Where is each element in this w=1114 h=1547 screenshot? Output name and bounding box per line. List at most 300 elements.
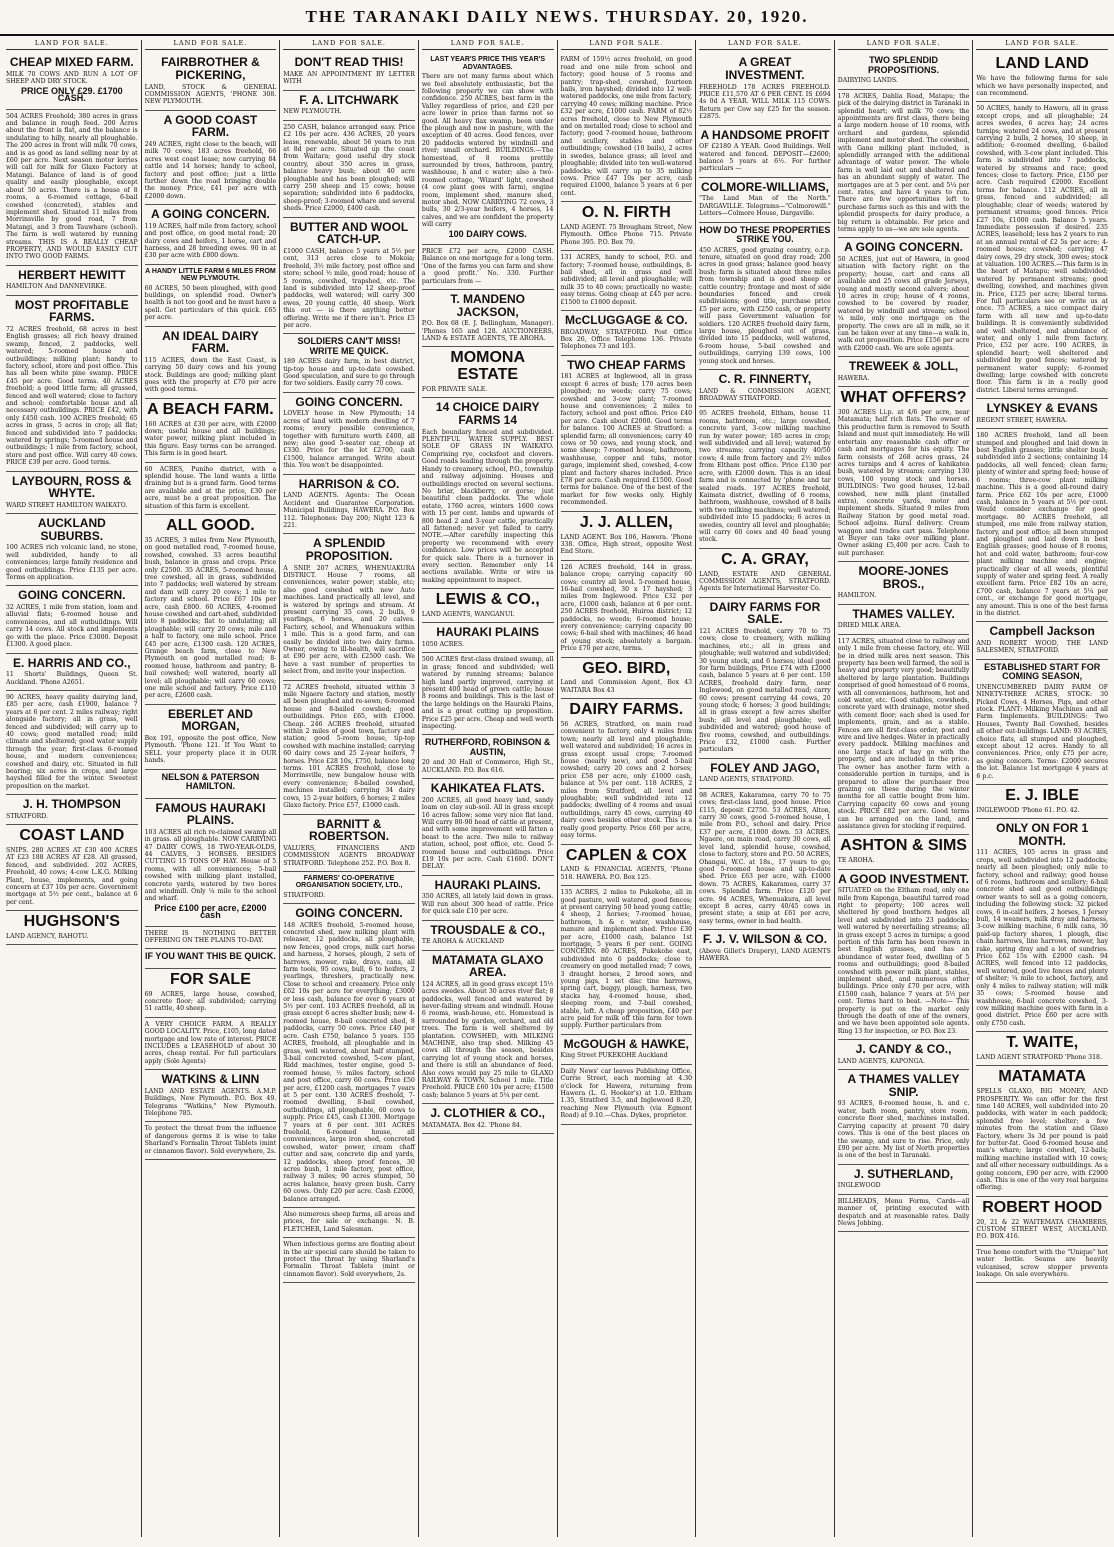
- classified-ad: [283, 121, 415, 218]
- classified-ad: [6, 53, 138, 109]
- ad-body-text: 50 ACRES, just out of Hawera, in good situation with factory right on the property; house, cart and cans all available and 25 cows all grade Jerseys, young and mostly second calvers; about 10 acres in crop; house of 4 rooms, cowshed to be covered by reader, watered by windmill and stream; school ¼ mile, only one mortgage on the property. The cows are all in milk, so it can be taken over at any time—a walk in, walk out proposition. Price £156 per acre with £2000 cash. We are sole agents.: [837, 256, 970, 352]
- classified-ad: [561, 512, 693, 561]
- classified-ad: [561, 251, 693, 311]
- ad-title: HERBERT HEWITT: [18, 267, 126, 282]
- classified-ad: [976, 1246, 1108, 1284]
- classified-ad: [976, 1197, 1108, 1246]
- ad-title: CAPLEN & COX: [565, 846, 687, 864]
- classified-ad: [145, 205, 277, 265]
- ad-body-text: DAIRYING LANDS.: [837, 77, 898, 85]
- ad-body-text: TE AROHA.: [837, 857, 875, 865]
- ad-body-text: 250 CASH, balance arranged easy. Price £2 10s per acre. 436 ACRES, 20 years lease, renewable, about 56 years to run at 8d per acre. Situated up the coast from Waitara; good useful dry stock country, about 350 acres in grass, balance heavy bush; about 40 acre ploughable and has been ploughed; will carry 250 sheep and 15 cows; house separation; subdivided into 6 paddocks, sheep-proof; 3-roomed whare and several sheds. Price £2000, £400 cash.: [283, 123, 415, 213]
- classified-ad: [838, 1195, 970, 1233]
- ad-title: Campbell Jackson: [989, 624, 1095, 639]
- classified-ad: [145, 1018, 277, 1070]
- classified-ad: [561, 699, 693, 844]
- ad-body-text: 56 ACRES, Stratford, on main road convenient to factory, only 4 miles from town; nearly all level and ploughable; well watered and subdivided; 16 acres in grass except usual crops; 7-roomed house (nearly new), and good 5-bail cowshed; carry 20 cows and 2 horses; price £58 per acre, only £1000 cash, balance at 5¼ per cent. 118 ACRES, 2 miles from Stratford, all level and ploughable; well subdivided into 12 paddocks; dwelling of 4 rooms and usual outbuildings, carry 45 cows, carrying 40 dairy cows besides other stock. This is a really good property. Price £60 per acre, easy terms.: [560, 721, 693, 840]
- ad-title: C. A. GRAY,: [721, 550, 809, 568]
- ad-title: MOORE-JONES BROS.,: [858, 564, 949, 591]
- ad-body-text: 500 ACRES first-class drained swamp, all in grass; fenced and subdivided; well watered by running streams; balance high land partly improved, carrying at present 400 head of grown cattle; house 8 rooms and buildings. This is the last of the large holdings on the Hauraki Plains, and is a great cutting up proposition. Price £25 per acre. Cheap and well worth inspecting.: [421, 656, 554, 731]
- classified-ad: [976, 1066, 1108, 1196]
- ad-body-text: MAKE AN APPOINTMENT BY LETTER WITH: [283, 71, 415, 86]
- newspaper-column: [696, 40, 835, 1537]
- ad-title: TWO SPLENDID PROPOSITIONS.: [868, 55, 940, 75]
- classified-ad: [561, 658, 693, 700]
- classified-ad: [283, 218, 415, 335]
- column-heading: LAND FOR SALE.: [838, 40, 970, 50]
- ad-body-text: True home comfort with the "Unique" hot water bottle. Seams are heavily vulcanised, screw stopper prevents leakage. On sale everywhere.: [976, 1248, 1108, 1279]
- classified-ad: [283, 872, 415, 904]
- classified-ad: [838, 387, 970, 562]
- ad-title: F. A. LITCHWARK: [299, 92, 399, 107]
- classified-ad: [699, 178, 831, 223]
- classified-ad: [283, 53, 415, 90]
- ad-title: T. MANDENO JACKSON,: [450, 292, 526, 319]
- classified-ad: [422, 779, 554, 876]
- classified-ad: [422, 589, 554, 623]
- ad-body-text: PRICE £72 per acre, £2000 CASH. Balance on one mortgage for a long term. 'One of the farms you can farm and show a good profit.' No. 330. Further particulars from —: [421, 248, 554, 285]
- ad-title: J. CANDY & CO.,: [855, 1042, 952, 1057]
- classified-ad: [422, 290, 554, 347]
- ad-body-text: LAND & FINANCIAL AGENTS, 'Phone 518. HAWERA. P.O. Box 125.: [560, 866, 693, 881]
- ad-body-text: 135 ACRES, 2 miles to Pukekohe, all in good pasture, well watered, good fences; at present carrying 50 head young cattle; 4 sheep, 2 horses; 7-roomed house, bathroom, h & c water, washhouse, manure and implement shed. Price £30 per acre, £1000 cash, balance 1st mortgage, 5 years 6 per cent. GOING CONCERN. 80 ACRES, Pukekohe east, subdivided into 6 paddocks; close to creamery on good metalled road; 7 cows, 3 draught horses, 2 brood sows, and young pigs, 1 set disc tine harrows, spring cart, buggy, plough, harness, two stacks hay, 4-roomed house, shed, sleeping room, and 7-bail cowshed, stable, loft. A cheap proposition, £40 per acre paid for milk off this farm for town supply. Further particulars from: [560, 889, 693, 1030]
- ad-title: COAST LAND: [19, 827, 125, 845]
- classified-ad: [561, 561, 693, 658]
- ad-title: AN IDEAL DAIRY FARM.: [162, 328, 259, 356]
- ad-body-text: 178 ACRES, Dahlia Road, Matapu; the pick of the dairying district in Taranaki in splendid heart; will milk 70 cows; the appointments are first class, there being a large modern house of 10 rooms, with orchard and gardens, splendid implement and motor shed. The cowshed, with Gane milking plant included, is splendidly arranged with the additional advantage of water power. The whole farm is well laid out and sheltered and has an abundant supply of water. The mortgages are at 5 per cent. and 5¼ per cent. rates, and have 4 years to run. There are few opportunities left to purchase farms such as this and with the splendid prospects for dairy produce, a big return is obtainable. For price and terms apply to us—we are sole agents.: [837, 92, 970, 233]
- classified-ad: [976, 1032, 1108, 1066]
- classified-ad: [6, 911, 138, 945]
- classified-ad: [838, 1070, 970, 1164]
- ad-title: DON'T READ THIS!: [294, 55, 404, 70]
- advertisement-columns: [0, 36, 1114, 1541]
- classified-ad: [838, 238, 970, 357]
- ad-body-text: LAND & COMMISSION AGENT, BROADWAY STRATFORD.: [699, 387, 831, 403]
- classified-ad: [838, 635, 970, 836]
- ad-body-text: 350 ACRES, all lately laid down in grass. Will run about 300 head of cattle. Price for quick sale £10 per acre.: [421, 893, 554, 916]
- ad-body-text: LAND AGENTS, STRATFORD.: [699, 776, 794, 784]
- ad-title: C. R. FINNERTY,: [718, 372, 812, 387]
- classified-ad: [699, 789, 831, 930]
- ad-title: J. H. THOMPSON: [22, 797, 121, 812]
- classified-ad: [422, 347, 554, 398]
- ad-title: HUGHSON'S: [23, 913, 120, 931]
- ad-body-text: MATAMATA. Box 42. 'Phone 84.: [421, 1121, 522, 1129]
- classified-ad: [6, 654, 138, 691]
- classified-ad: [838, 1040, 970, 1070]
- ad-body-text: 189 ACRES dairy farm, in best district, tip-top house and up-to-date cowshed. Good speculation, and sure to go through for two soldiers. Easily carry 70 cows.: [283, 358, 415, 388]
- classified-ad: [145, 111, 277, 205]
- ad-title: GOING CONCERN.: [18, 588, 126, 603]
- ad-body-text: HAMILTON.: [837, 592, 877, 600]
- newspaper-column: [419, 40, 558, 1537]
- classified-ad: [283, 904, 415, 1208]
- ad-title: A BEACH FARM.: [147, 400, 274, 418]
- ad-body-text: Daily News' car leaves Publishing Office, Currie Street, each morning at 4.30 o'clock for Hawera, returning from Hawera (L. G. Hooker's) at 1.0. Eltham 1.35, Stratford 3.5, and Inglewood 8.20, reaching New Plymouth (via Egmont Road) at 9.10.—Chas. Dykes, proprietor.: [560, 1067, 693, 1120]
- ad-title: DAIRY FARMS.: [569, 701, 684, 719]
- ad-title: ASHTON & SIMS: [840, 837, 967, 855]
- newspaper-column: [280, 40, 419, 1537]
- ad-title: WHAT OFFERS?: [840, 389, 967, 407]
- classified-ad: [422, 921, 554, 951]
- ad-title: EBERLET AND MORGAN,: [167, 706, 253, 734]
- classified-ad: [976, 429, 1108, 622]
- classified-ad: [976, 819, 1108, 1032]
- classified-ad: [6, 266, 138, 296]
- classified-ad: [976, 785, 1108, 819]
- classified-ad: [145, 327, 277, 399]
- classified-ad: [145, 969, 277, 1018]
- classified-ad: [699, 407, 831, 548]
- column-heading: LAND FOR SALE.: [561, 40, 693, 50]
- newspaper-column: [558, 40, 697, 1537]
- column-heading: LAND FOR SALE.: [283, 40, 415, 50]
- ad-body-text: HAWERA.: [837, 374, 870, 382]
- ad-title: ROBERT HOOD: [982, 1198, 1103, 1216]
- classified-ad: [976, 102, 1108, 399]
- ad-title: TWO CHEAP FARMS: [567, 357, 686, 372]
- classified-ad: [6, 472, 138, 515]
- ad-title: ESTABLISHED START FOR COMING SEASON,: [984, 661, 1101, 682]
- ad-body-text: LAND AGENCY, RAHOTU.: [6, 933, 89, 941]
- ad-body-text: Each boundary fenced and subdivided. PLENTIFUL WATER SUPPLY. BEST SOLE OF GRASS IN WAIKATO. Comprising rye, cocksfoot and clovers. Good roads leading through the property. Handy to creamery, school, P.O., township and railway adjoining. Houses and outbuildings erected on several sections. No briar, blackberry, or gorse; just beautiful clean paddocks. The whole estate, 1760 acres, winters 1600 cows with 15 per cent. lambs and upwards of 800 head 2 and 3-year cattle, practically all fattened; never yet failed to carry. NOTE.—After carefully inspecting this property we recommend with every confidence. Low prices will be accepted for quick sale. There is a turnover in every section. Remember only 14 sections available. Write or wire us making appointment to inspect.: [421, 428, 554, 584]
- ad-body-text: A VERY CHOICE FARM. A REALLY GOOD LOCALITY. Price, £105, long dated mortgage and low rate of interest. PRICE INCLUDES a LEASEHOLD of about 30 acres, cheap rental. For full particulars apply (Sole Agents): [144, 1020, 277, 1065]
- ad-body-text: LAND AGENT STRATFORD 'Phone 318.: [976, 1053, 1102, 1061]
- ad-body-text: VALUERS, FINANCIERS AND COMMISSION AGENTS BROADWAY STRATFORD. Telephone 252. P.O. Box 8.: [283, 844, 415, 867]
- classified-ad: [145, 705, 277, 770]
- ad-body-text: 121 ACRES freehold, carry 70 to 75 cows; close to creamery, with milking machines, etc.; all in grass and ploughable; well watered and subdivided; 30 young stock, and 6 horses; ideal good for farm buildings, Price £74 with £2000 cash, balance 5 years at 6 per cent. 159 ACRES, freehold dairy farm, near Inglewood, on good metalled road; carry 60 cows; present carrying 44 cows, 20 young stock; 6 horses; 3 good buildings; all in grass except a few acres shelter bush; all level and ploughable; well subdivided and watered; good house of five rooms, cowshed, and outbuildings. Price £32, £1000 cash. Further particulars: [699, 627, 831, 754]
- ad-title: NELSON & PATERSON HAMILTON.: [161, 771, 260, 792]
- ad-body-text: LAND AGENTS. Agents: The Ocean Accident and Guarantee Corporation. Municipal Buildings, HAWERA. P.O. Box 112. Telephones: Day 200; Night 123 & 221.: [283, 492, 415, 529]
- ad-title: TREWEEK & JOLL,: [848, 359, 959, 374]
- classified-ad: [976, 622, 1108, 659]
- newspaper-column: [973, 40, 1111, 1537]
- classified-ad: [6, 586, 138, 653]
- classified-ad: [699, 549, 831, 598]
- ad-body-text: 504 ACRES Freehold; 380 acres in grass and balance in rough feed. 200 Acres about the front is flat, and the balance is undulating to hilly, nearly all ploughable. The 200 acres in front will milk 70 cows, and is as good as land selling near by at £60 per acre. Next season motor lorries will call for milk for Glaxo Factory at Matangi. Balance of land is of good quality and easily ploughable, except about 50 acres. There is a house of 8 rooms, a 6-roomed cottage, 6-bail cowshed (concreted), stables and implement shed. Situated 11 miles from Morrinsville by good road, 7 from Matangi, and 3 from Tauwhare (school). The farm is well watered by running streams. THIS IS A REALLY CHEAP PROPERTY, AND WOULD EASILY CUT INTO TWO GOOD FARMS.: [6, 112, 138, 261]
- ad-title: HOW DO THESE PROPERTIES STRIKE YOU.: [699, 224, 831, 245]
- ad-body-text: INGLEWOOD: [837, 1182, 881, 1190]
- ad-title: A HANDSOME PROFIT: [700, 127, 830, 142]
- classified-ad: [976, 399, 1108, 429]
- ad-price: Price £100 per acre, £2000 cash: [154, 902, 267, 921]
- classified-ad: [422, 53, 554, 245]
- classified-ad: [561, 53, 693, 202]
- newspaper-column: [142, 40, 281, 1537]
- ad-body-text: 72 ACRES freehold, 68 acres in best English grasses; all rich heavy drained swamp, fenced, 2 paddocks, well watered; 5-roomed house and outbuildings; milking plant; handy to factory, school, store and post office. This has all been white pine swamp. PRICE £45 per acre. Good terms. 40 ACRES freehold; a good little farm; all grassed, fenced and well watered; close to factory and school; comfortable house and all necessary outbuildings. PRICE £42, with only £450 cash. 100 ACRES freehold; 65 acres in grass, 5 acres in crop; all flat; fenced and subdivided into 7 paddocks; watered by springs; 5-roomed house and outbuildings; 1 mile from factory, school, store and post office. Will carry 40 cows. PRICE £39 per acre. Good terms.: [6, 325, 138, 467]
- ad-body-text: THERE IS NOTHING BETTER OFFERING ON THE PLAINS TO-DAY.: [144, 929, 277, 944]
- ad-body-text: HAMILTON And DANNEVIRKE.: [6, 283, 107, 291]
- classified-ad: [145, 399, 277, 463]
- ad-title: DAIRY FARMS FOR SALE.: [709, 599, 821, 627]
- ad-body-text: 115 ACRES, down the East Coast, is carrying 50 dairy cows and his young stock. Buildings are good; milking plant goes with the property at £70 per acre with good terms.: [144, 356, 277, 394]
- ad-body-text: We have the following farms for sale which we have personally inspected, and can recommend.: [976, 75, 1108, 98]
- classified-ad: [838, 870, 970, 1041]
- ad-body-text: 95 ACRES freehold, Eltham, house 11 rooms, bathroom, etc.; large cowshed, concrete yard, 3-cow milking machine run by water power; 185 acres in crop; well subdivided and all level; watered by two streams; carrying capacity 40/50 cows; 4 mile from factory and 2½ miles from Eltham post office. Price £130 per acre, with £2000 down. This is an ideal farm and is connected by 'phone and tar sealed roads. 197 ACRES freehold, Kaimata district, dwelling of 6 rooms, bathroom, washhouse, cowshed of 8 bails with two milking machines; well watered; subdivided into 15 paddocks; 6 acres in swedes, country all level and ploughable; will carry 60 cows and 40 head young stock.: [699, 410, 831, 544]
- ad-body-text: NEW PLYMOUTH.: [283, 108, 342, 116]
- ad-body-text: Also numerous sheep farms, all areas and prices, for sale or exchange. N. B. FLETCHER, Land Salesman.: [283, 1211, 415, 1233]
- ad-body-text: SNIPS. 280 ACRES AT £30 400 ACRES AT £23 188 ACRES AT £28. All grassed, fenced, and subdivided. 202 ACRES, Freehold, 40 cows; 4-cow L.K.G. Milking Plant, house, implements, and going concern at £37 10s per acre. Government mortgage at 5½ per cent., balance at 6 per cent.: [6, 846, 138, 906]
- ad-title: KAHIKATEA FLATS.: [430, 781, 545, 796]
- classified-ad: [561, 311, 693, 356]
- ad-title: FAIRBROTHER & PICKERING,: [161, 55, 260, 82]
- ad-title: COLMORE-WILLIAMS,: [700, 179, 829, 194]
- classified-ad: [283, 534, 415, 680]
- ad-body-text: 100 ACRES rich volcanic land, no stone, well subdivided, handy to all conveniences; large family residence and good outbuildings. Price £135 per acre. Terms on application.: [6, 544, 138, 582]
- ad-title: McCLUGGAGE & CO.: [564, 312, 688, 327]
- ad-body-text: 93 ACRES, 8-roomed house, h. and c. water, bath room, pantry, store room, concrete floor shed, machines installed. Carrying capacity at present 70 dairy cows. This is one of the best places on the swamp, and sure to rise. Price, only £90 per acre. My list of North properties is one of the best in Taranaki.: [837, 1100, 970, 1160]
- ad-title: T. WAITE,: [1006, 1034, 1079, 1052]
- classified-ad: [422, 245, 554, 290]
- ad-body-text: TE AROHA & AUCKLAND: [421, 938, 504, 946]
- ad-body-text: 32 ACRES, 1 mile from station, loam and alluvial flats; 6-roomed house and conveniences, and all outbuildings. Will carry 14 cows. All stock and implements go with the place. Price £3000. Deposit £1300. A good place.: [6, 604, 138, 649]
- classified-ad: [6, 825, 138, 911]
- classified-ad: [6, 691, 138, 795]
- ad-body-text: 103 ACRES all rich re-claimed swamp all in grass. all ploughable. NOW CARRYING 47 DAIRY COWS, 18 TWO-YEAR-OLDS, 44 CALVES, 3 HORSES. BESIDES CUTTING 15 TONS OF HAY. House of 5 rooms, with all conveniences; 5-bail cowshed with milking plant installed, concrete yards, watered by two bores and windmill. Only ¼ mile to the school and wharf.: [144, 828, 277, 903]
- ad-title: McGOUGH & HAWKE,: [563, 1036, 689, 1051]
- classified-ad: [838, 357, 970, 387]
- classified-ad: [561, 845, 693, 887]
- ad-body-text: Land and Commission Agent, Box 43 WAITARA Box 43: [560, 679, 693, 694]
- classified-ad: [422, 653, 554, 735]
- ad-title: SOLDIERS CAN'T MISS! WRITE ME QUICK.: [297, 336, 401, 356]
- column-heading: LAND FOR SALE.: [422, 40, 554, 50]
- ad-body-text: MILK 70 COWS AND RUN A LOT OF SHEEP AND DRY STOCK.: [6, 71, 138, 86]
- classified-ad: [145, 949, 277, 968]
- column-heading: LAND FOR SALE.: [976, 40, 1108, 50]
- ad-title: HAURAKI PLAINS.: [434, 877, 541, 892]
- ad-body-text: 1050 ACRES.: [421, 640, 464, 648]
- ad-body-text: 148 ACRES freehold, 5-roomed house, concreted shed, new milking plant with releaser, 12 paddocks, all ploughable, new fences, good crops, milk cart horse and harness, 2 horses, plough, 2 sets of harrows, mower, rake, drays, cans, all farm tools, 95 cows, bull, 6 to heifers, 2 yearlings, threshers, practically new. Close to school and creamery. Price only £62 10s per acre for everything; £3000 or less cash, balance for over 6 years at 5½ per cent. 103 ACRES freehold, all in grass except 6 acres shelter bush; new 4-roomed house, 8-bail concreted shed, 8 paddocks, carry 50 cows. Price £40 per acre. Cash £750, balance 5 years. 155 ACRES, freehold, all ploughable and in grass, well watered, about half stumped, 3-bail concreted cowshed, 5-cow plant, Ridd machines, tester engine, good 5-roomed house, ½ miles factory, school and post office, carry 60 cows. Price £50 per acre, £1200 cash, mortgages 7 years at 5 per cent. 130 ACRES freehold, 7-roomed dwelling, 8-bail cowshed, outbuildings, all ploughable, 60 cows to supply. Price £45, cash £1300. Mortgage 7 years at 6 per cent. 301 ACRES freehold, 6-roomed house, all conveniences, large iron shed, concreted cowshed, water power, cream chaff cutter and saw, concrete dip and yards, 12 paddocks, sheep proof fences, 30 acres bush, 1 mile factory, post office, railway 3 miles; 90 acres stumped, 50 acres balance, heavy green bush. Carry 60 cows. Only £20 per acre. Cash £2000, balance arranged.: [283, 921, 415, 1203]
- ad-title: GEO. BIRD,: [582, 659, 671, 677]
- column-heading: LAND FOR SALE.: [699, 40, 831, 50]
- ad-title: THAMES VALLEY.: [852, 606, 955, 621]
- ad-body-text: SPELLS GLAXO, BIG MONEY, AND PROSPERITY. We can offer for the first time 140 ACRES, well subdivided into 20 paddocks, with water in each paddock; splendid free level; shelter; a few minutes from the station and Glaxo Factory, where 3s 3d per pound is paid for butter-fat. Good 6-roomed house and man's whare; large cowshed, 12-bails; milking machine installed with 10 cows; and all other necessary outbuildings. As a going concern, £90 per acre, with £2900 cash. This is one of the very real bargains offering.: [976, 1088, 1109, 1192]
- classified-ad: [145, 770, 277, 799]
- ad-body-text: LAND AGENT. Box 106, Hawera. 'Phone 338. Office, High street, opposite West End Store.: [560, 533, 693, 556]
- ad-body-text: P.O. Box 68 (E. J. Bellingham, Manager). 'Phones 165 and 128. AUCTIONEERS, LAND & ESTATE AGENTS, TE AROHA.: [421, 320, 554, 343]
- ad-body-text: LAND AGENT. 75 Brougham Street, New Plymouth. Office Phone 715. Private Phone 395. P.O. Box 79.: [560, 223, 693, 246]
- newspaper-masthead: THE TARANAKI DAILY NEWS. THURSDAY. 20, 1920.: [0, 0, 1114, 36]
- ad-body-text: 111 ACRES, 105 acres in grass and crops, well subdivided into 12 paddocks; nearly all been ploughed; only mile to factory, school and railway; good house of 6 rooms, bathroom and scullery; 6-bail concrete shed and good outbuildings; owner wants to sell as a going concern, including the following stock: 32 picked cows, 6 in-calf heifers, 2 horses, 1 Jersey bull, 14 weaners, milk dray and harness, 3-cow milking machine, 6 milk cans, 30 paid-up factory shares, 1 plough, disc chain harrows, line harrows, mower, hay rake, spring dray and a lot of sundries. Price £62 15s with £2000 cash. 94 ACRES, well fenced into 12 paddocks, well watered, good live fences and plenty of shelter; ¼ mile to school, factory, and only 4 miles to railway station; will milk 35 cows; 5-roomed house and washhouse, 6-bail concrete cowshed, 3-cow milking machine goes with farm in a good district. Price £60 per acre with only £750 cash.: [976, 849, 1108, 1027]
- classified-ad: [422, 623, 554, 653]
- ad-body-text: INGLEWOOD 'Phone 61. P.O. 42.: [976, 806, 1080, 814]
- classified-ad: [561, 886, 693, 1035]
- ad-title: ALL GOOD.: [166, 517, 255, 535]
- ad-title: J. CLOTHIER & CO.,: [430, 1106, 546, 1121]
- ad-body-text: LOVELY house in New Plymouth; 14 acres of land with modern dwelling of 7 rooms; every possible convenience, together with furniture worth £400, all new; also good 5-seater car, cheap at £330. Price for the lot £2700, cash £1500, balance arranged. Write about this. You won't be disappointed.: [283, 410, 415, 470]
- ad-body-text: Box 191, opposite the post office, New Plymouth. 'Phone 121. If You Want to SELL your property place it in OUR hands.: [144, 735, 277, 765]
- ad-title: E. J. IBLE: [1005, 786, 1080, 804]
- ad-body-text: When infectious germs are floating about in the air special care should be taken to protect the throat by using Sharland's Formalin Throat Tablets (mint or cinnamon flavor). Sold everywhere, 2s.: [283, 1241, 415, 1278]
- ad-body-text: AND ROBERT WOOD, THE LAND SALESMEN, STRATFORD.: [976, 640, 1108, 655]
- classified-ad: [6, 296, 138, 472]
- ad-title: O. N. FIRTH: [581, 204, 671, 222]
- ad-title: A THAMES VALLEY SNIP.: [847, 1072, 960, 1099]
- classified-ad: [283, 815, 415, 872]
- classified-ad: [6, 795, 138, 825]
- classified-ad: [422, 951, 554, 1105]
- ad-title: ONLY ON FOR 1 MONTH.: [996, 821, 1089, 848]
- ad-body-text: LAND AGENTS, WANGANUI.: [421, 610, 515, 618]
- ad-title: A GOOD COAST FARM.: [163, 112, 258, 140]
- ad-title: A GOING CONCERN.: [150, 207, 270, 222]
- ad-body-text: LAND, STOCK & GENERAL COMMISSION AGENTS, 'PHONE 308. NEW PLYMOUTH.: [144, 83, 277, 106]
- ad-title: LAND LAND: [995, 55, 1089, 73]
- classified-ad: [838, 835, 970, 869]
- classified-ad: [145, 463, 277, 515]
- ad-body-text: 20, 21 & 22 WAITEMATA CHAMBERS, CUSTOM STREET WEST, AUCKLAND. P.O. BOX 416.: [976, 1218, 1108, 1241]
- classified-ad: [976, 660, 1108, 785]
- ad-title: 14 CHOICE DAIRY FARMS 14: [435, 400, 540, 428]
- ad-body-text: 450 ACRES, good grazing country, o.r.p. tenure, situated on good dray road; 200 acres in good grass; balance good heavy bush; farm is situated about three miles from township and is good sheep or cattle country; frontage and most of side boundaries fenced and creek subdivisions; good title, purchase price £5 per acre, with £250 cash, or property will pass Government valuation for soldiers. 120 ACRES freehold dairy farm, large house, ploughed out of grass, divided into 15 paddocks, well watered, 6-room house, 5-bail cowshed and outbuildings, carrying 139 cows, 100 young stock and horses.: [699, 246, 831, 365]
- ad-title: A GOOD INVESTMENT.: [838, 871, 970, 886]
- ad-body-text: DRIED MILK AREA.: [837, 622, 901, 630]
- ad-title: BARNITT & ROBERTSON.: [309, 816, 390, 844]
- classified-ad: [699, 598, 831, 759]
- ad-title: A SPLENDID PROPOSITION.: [305, 536, 393, 563]
- ad-body-text: 69 ACRES, large house, cowshed, concrete floor; all subdivided; carrying 51 cattle, 40 sheep.: [144, 990, 277, 1013]
- ad-body-text: BROADWAY, STRATFORD. Post Office Box 26, Office Telephone 136. Private Telephones 73 and 103.: [560, 328, 693, 351]
- classified-ad: [699, 126, 831, 178]
- classified-ad: [145, 1070, 277, 1122]
- classified-ad: [699, 759, 831, 789]
- ad-body-text: 60 ACRES, 50 been ploughed, with good buildings, on splendid road. Owner's health is not too good and he must have a spell. Get particulars of this quick. £65 per acre.: [144, 284, 277, 322]
- ad-body-text: 300 ACRES l.i.p. at 4/6 per acre, near Matamata; half rich flats. The owner of this productive farm is removed to South Island and must quit immediately. He will entertain any reasonable cash offer or cash and mortgages for his equity. The farm consists of 268 acres grass, 24 acres turnips and 4 acres of kahikatea bush, watered by streams; carrying 130 cows, 100 young stock and horses. BUILDINGS: Two good houses, 12-bail cowshed, new milk plant (installed extra), concrete yards, motor and implement sheds. Situated 9 miles from Railway Station by good metal road. School adjoins. Rural delivery. Cream waggon and trades cart pass. Telephone at Buyer can take over milking plant. Owner asking £5,400 per acre. Cash to suit purchaser.: [837, 409, 970, 557]
- classified-ad: [283, 1208, 415, 1238]
- ad-body-text: LAND AND ESTATE AGENTS. A.M.P. Buildings, New Plymouth. P.O. Box 49. Telegrams "Watkins," New Plymouth. Telephone 785.: [144, 1087, 277, 1118]
- ad-body-text: 160 ACRES at £30 per acre, with £2000 down; useful house and all buildings; water power, milking plant included in this figure. Easy terms can be arranged. This farm is in good heart.: [144, 420, 277, 458]
- ad-body-text: 35 ACRES, 3 miles from New Plymouth, on good metalled road, 7-roomed house, cowshed, cowshed. 33 acres beautiful bush, balance in grass and crops. Price only £2500. 35 ACRES, 5-roomed house, tree cowshed, all in grass, subdivided into 7 paddocks; well watered by stream and dam will carry 20 cows; 1 mile to factory and school. Price £67 10s per acre, cash £800. 60 ACRES, 4-roomed house cowshed and cart-shed, subdivided into 8 paddocks; flat to undulating; all ploughable; will carry 20 cows; mile and a half to factory, one mile school. Price £45 per acre, £1300 cash. 120 ACRES, Grange beach farm, close to New Plymouth on good metalled road; 8-roomed house, bathroom and pantry; 8-bail cowshed; well watered, nearly all level; all ploughable; will carry 60 cows; one mile school and factory. Price £110 per acre, £2600 cash.: [144, 536, 277, 700]
- ad-title: WATKINS & LINN: [161, 1072, 260, 1087]
- classified-ad: [561, 202, 693, 251]
- classified-ad: [422, 735, 554, 779]
- ad-title: GOING CONCERN.: [295, 394, 403, 409]
- classified-ad: [283, 91, 415, 121]
- ad-body-text: 119 ACRES, half mile from factory, school and post office, on good metal road; 20 dairy cows and heifers, 1 horse, cart and harness, and 28 breeding ewes. 90 in at £30 per acre with £800 down.: [144, 222, 277, 260]
- ad-body-text: FARM of 159½ acres freehold, on good road and one mile from school and factory; good house of 5 rooms and pantry; trap-shed, cowshed, fourteen bails, iron hayshed; divided into 12 well-watered paddocks, one mile from factory, carrying 40 cows; milking machine. Price £32 per acre, £1000 cash. FARM of 82½ acres freehold, close to New Plymouth and on metalled road; close to school and factory; good 7-roomed house, bathroom and scullery, stables and other outbuildings; cowshed (10 bails), 2 acres in swedes, balance grass; all level and ploughable; divided into ten well-watered paddocks; will carry up to 35 milking cows. Price £47 10s per acre, cash required £1000, balance 5 years at 6 per cent.: [560, 56, 693, 197]
- ad-body-text: 124 ACRES, all in good grass except 15½ acres swedes. About 30 acres river flat; 8 paddocks, well fenced and watered by never-failing stream and windmill. House 6 rooms, wash-house, etc. Homestead is surrounded by garden, orchard, and old trees. The farm is well sheltered by plantation. COWSHED, with MILKING MACHINE, also trap shed. Milking 45 cows all through the season, besides carrying lot of young stock and horses, and there is still an abundance of feed. Also cows would pay 25 mile to GLAXO RAILWAY & TOWN. School 1 mile. Title Freehold. PRICE £60 10s per acre; £1500 cash; balance 5 years at 5¼ per cent.: [421, 980, 554, 1099]
- classified-ad: [145, 1122, 277, 1160]
- ad-title: A GREAT INVESTMENT.: [725, 55, 805, 82]
- newspaper-column: [3, 40, 142, 1537]
- ad-price: 100 DAIRY COWS.: [448, 228, 527, 239]
- ad-title: LEWIS & CO.,: [435, 591, 540, 609]
- ad-title: E. HARRIS AND CO.,: [13, 655, 131, 670]
- ad-title: HARRISON & CO.: [298, 476, 400, 491]
- classified-ad: [699, 370, 831, 407]
- classified-ad: [422, 398, 554, 589]
- ad-title: FOR SALE: [169, 970, 251, 988]
- ad-title: AUCKLAND SUBURBS.: [37, 516, 106, 543]
- ad-title: IF YOU WANT THIS BE QUICK.: [145, 951, 276, 962]
- ad-title: RUTHERFORD, ROBINSON & AUSTIN,: [424, 737, 551, 757]
- ad-body-text: LAND, ESTATE AND GENERAL COMMISSION AGENTS, STRATFORD. Agents for International Harvester Co.: [699, 570, 831, 593]
- ad-body-text: OF £2180 A YEAR. Good Buildings. Well watered and fenced. DEPOSIT—£2600; balance 5 years at 6½. For further particulars —: [699, 143, 831, 173]
- ad-title: MOST PROFITABLE FARMS.: [14, 297, 129, 325]
- ad-title: FARMERS' CO-OPERATIVE ORGANISATION SOCIETY, LTD.,: [295, 874, 403, 890]
- classified-ad: [145, 265, 277, 327]
- ad-title: LYNSKEY & EVANS: [986, 401, 1098, 416]
- ad-body-text: 200 ACRES, all good heavy land, sandy loam on clay sub-soil. All in grass except 16 acres fallow; some very nice flat land. Will carry 80-90 head of cattle at present, and with some improvement will fatten a beast to the acre. Two mile to railway station, school, post office, etc. Good 5-roomed house and outbuildings. Price £19 10s per acre. Cash £1600. DON'T DELAY.: [421, 796, 554, 871]
- ad-body-text: King Street PUKEKOHE Auckland: [560, 1052, 668, 1060]
- ad-body-text: 181 ACRES at Inglewood, all in grass except 6 acres of bush; 170 acres been ploughed; no weeds; carry 75 cows; cowshed and 3-cow plant; 7-roomed house and conveniences; 2 miles to factory, school and post office. Price £40 per acre. Cash about £2000. Good terms for balance. 100 ACRES at Stratford: a splendid farm; all conveniences; carry 40 cows or 50 cows, and young stock, and some sheep; 7-roomed house, bathroom, washhouse, copper and tubs, motor garage, implement shed, cowshed, 4-cow plant and factory shares included. Price £78 per acre. Cash required £1500. Good terms for balance. One of the best of the market for few weeks only. Highly recommended.: [560, 373, 693, 507]
- classified-ad: [283, 475, 415, 535]
- ad-body-text: LAND AGENTS, KAPONGA.: [837, 1057, 925, 1065]
- ad-body-text: FOR PRIVATE SALE.: [421, 386, 488, 394]
- ad-title: BUTTER AND WOOL CATCH-UP.: [289, 219, 409, 247]
- ad-body-text: (Above Gillet's Drapery), LAND AGENTS HAWERA: [699, 947, 831, 963]
- ad-body-text: 131 ACRES, handy to school, P.O. and factory; 7-roomed house, outbuildings, 8-bail shed, all in grass and well subdivided; all level and ploughable; will milk 35 to 40 cows; practically no waste; easy terms. Going cheap at £45 per acre. £1500 to £1800 deposit.: [560, 254, 693, 306]
- classified-ad: [838, 605, 970, 635]
- classified-ad: [422, 1104, 554, 1134]
- classified-ad: [283, 681, 415, 815]
- classified-ad: [699, 930, 831, 967]
- ad-title: GOING CONCERN.: [295, 906, 403, 920]
- ad-title: TROUSDALE & CO.,: [430, 922, 546, 937]
- ad-title: F. J. V. WILSON & CO.: [702, 932, 828, 947]
- ad-body-text: 72 ACRES freehold, situated within 3 mile Ngaere factory and station, mostly all been ploughed and re-sown; 6-roomed house and 8-bailed cowshed; good outbuildings. Price £65, with £1000. Cheap. 246 ACRES freehold, situated within 2 miles of good town, factory and station; good 5-room house, tip-top cowshed with machine installed; carrying 60 dairy cows and 25 2-year heifers, 7 horses. Price £28 10s, £750, balance long terms. 101 ACRES freehold, close to Morrinsville, new bungalow house with every convenience; 8-bailed cowshed, machines installed; carrying 34 dairy cows, 15 2-year heifers, 6 horses; 2 miles Glaxo factory. Price £57, £1000 cash.: [283, 683, 415, 810]
- ad-title: MATAMATA GLAXO AREA.: [432, 952, 544, 980]
- ad-title: A HANDY LITTLE FARM 6 MILES FROM NEW PLYMOUTH.: [145, 267, 276, 283]
- newspaper-column: [835, 40, 974, 1537]
- ad-title: LAST YEAR'S PRICE THIS YEAR'S ADVANTAGES.: [430, 56, 546, 71]
- classified-ad: [561, 1065, 693, 1125]
- ad-body-text: 98 ACRES, Kakaramea, carry 70 to 75 cows; first-class land, good house. Price £115, deposit £2750. 53 ACRES, Alton, carry 30 cows, good 5-roomed house, 1 mile from P.O., school and dairy. Price £37 per acre, £1000 down. 53 ACRES, Ngaere, on main road, carry 30 cows, all level land, splendid house, cowshed, close to factory, store and P.O. 50 ACRES, Ohangai, W.C. at 18s., 17 years to go; good 5-roomed house and up-to-date shed. Price £63 per acre, with £1000 down. 75 ACRES, Kakaramea, carry 37 cows. Splendid farm. Price £120 per acre. 94 ACRES, Whenuakura, all level except 8 acres, carry 40/45 cows in present state; a snip at £61 per acre, easy terms, owner in bad health.: [699, 791, 831, 925]
- ad-title: HAURAKI PLAINS: [436, 625, 540, 640]
- classified-ad: [561, 356, 693, 512]
- ad-body-text: UNENCUMBERED DAIRY FARM OF NINETY-THREE ACRES, STOCK: 30 Picked Cows, 4 Horses, Pigs, and other stock. PLANT: Milking Machines and all Farm Implements. BUILDINGS: Two Houses, Twenty Bail Cowshed, besides all other out-buildings. LAND: 93 ACRES, choice flats, all stumped and ploughed, except about 12 acres. Handy to all conveniences. Price, only £75 per acre, as going concern. Terms: £2000 secures the lot. Balance 1st mortgage 4 years at 6 p.c.: [976, 683, 1108, 780]
- column-heading: LAND FOR SALE.: [6, 40, 138, 50]
- classified-ad: [283, 334, 415, 393]
- ad-body-text: 117 ACRES, situated close to railway and only 1 mile from cheese factory, etc. Will be in dried milk area next season. This property has been well farmed, the soil is heavy and property very good; beautifully sheltered by large plantation. Buildings comprised of good homestead of 6 rooms, with all conveniences, bathroom, hot and cold water, etc. Good stables, cowsheds, concrete yard with drainage, motor shed with cement floor; each shed is used for implements, grain, and as a stable. Fences are all first-class order, post and wire and live hedges. Water in practically every paddock. Milking machines and one large stack of hay go with the property, and are included in the price. The owner has another farm with a considerable portion in turnips, and is prepared to allow the purchaser free grazing on these during the winter months for all cattle bought from him. Carrying capacity 60 cows and young stock. PRICE £82 per acre. Good terms can be arranged on the land, and assistance given for stocking if required.: [837, 637, 970, 830]
- classified-ad: [6, 514, 138, 586]
- ad-title: FAMOUS HAURAKI PLAINS.: [155, 800, 266, 828]
- ad-body-text: STRATFORD.: [283, 891, 326, 899]
- ad-title: FOLEY AND JAGO,: [710, 760, 820, 775]
- ad-title: LAYBOURN, ROSS & WHYTE.: [12, 473, 132, 501]
- classified-ad: [6, 110, 138, 266]
- ad-title: J. J. ALLEN,: [579, 513, 673, 531]
- ad-title: A GOING CONCERN.: [844, 240, 964, 255]
- classified-ad: [976, 53, 1108, 102]
- classified-ad: [145, 515, 277, 705]
- ad-body-text: REGENT STREET, HAWERA.: [976, 416, 1068, 424]
- classified-ad: [145, 799, 277, 927]
- ad-body-text: 90 ACRES, heavy quality dairying land, £85 per acre, cash £1900, balance 7 years at 6 per cent. 2 miles railway; right alongside factory; all in grass, well fenced and subdivided; will carry up to 40 cows; good metalled road; mild climate and sheltered; good water supply through the year; first-class 6-roomed house, and modern conveniences; cowshed and dairy, etc. Situated in full bearing; six acres in crops, and large hayshed filled for the winter. Sweetest proposition on the market.: [6, 693, 138, 790]
- ad-title: J. SUTHERLAND,: [853, 1166, 954, 1181]
- ad-price: PRICE ONLY £29. £1700 CASH.: [21, 85, 123, 104]
- ad-title: MATAMATA: [998, 1068, 1087, 1086]
- classified-ad: [561, 1035, 693, 1065]
- ad-body-text: There are not many farms about which we feel absolutely enthusiastic, but the following property we can show with confidence. 250 ACRES, best farm in the Valley regardless of price, and £20 per acre lower in price than farms not so good. All heavy flax swamp, been under the plough and now in pasture, with the exception of 40 acres. Good fences, over 20 paddocks watered by windmill and river; small orchard. BUILDINGS.—The homestead, of 8 rooms prettily surrounded by trees, bathroom, pantry, washhouse, h and c water; also a two-roomed cottage, 'Wizard' light, cowshed (4 cow plant goes with farm), engine room, implement shed, manure shed, motor shed. NOW CARRYING 72 cows, 3 bulls, 30 2/3-year heifers, 4 horses, 14 calves, and we are confident the property will carry: [421, 73, 554, 229]
- ad-body-text: BILLHEADS, Menu Forms, Cards—all manner of, printing executed with despatch and at reasonable rates. Daily News Jobbing.: [837, 1197, 970, 1227]
- classified-ad: [283, 1238, 415, 1283]
- ad-body-text: FREEHOLD 178 ACRES FREEHOLD. PRICE £11,570 AT 6 PER CENT. IS £694 4s 0d A YEAR. WILL MILK 115 COWS. Return per Cow say £25 for the season. £2875.: [699, 83, 831, 121]
- column-heading: LAND FOR SALE.: [145, 40, 277, 50]
- classified-ad: [699, 223, 831, 370]
- ad-body-text: STRATFORD.: [6, 812, 49, 820]
- ad-body-text: 60 ACRES, Puniho district, with a splendid house. The land wants a little draining but is a grand farm. Good terms are available and at the price, £30 per acre, must be a great proposition. The situation of this farm is excellent.: [144, 465, 277, 510]
- ad-body-text: SITUATED on the Eltham road, only one mile from Kaponga, beautiful tarred road right to property; 100 acres well sheltered by good boxthorn hedges all level and subdivided into 23 paddocks; well watered by neverfailing streams; all in grass except 5 acres in turnips; a good portion of this farm has been resown in best English grasses, and has an abundance of water feed, dwelling of 5 rooms and outbuildings; good 8-bailed cowshed with power milk plant, stables, implement shed, and numerous other buildings. Price only £70 per acre, with £1500 cash, balance 7 years at 5½ per cent. Terms hard to beat. —Note— This property is put on the market only through the death of one of the owners, and we have been appointed sole agents. Ring 13 for inspection, or P.O. Box 23.: [837, 887, 970, 1035]
- classified-ad: [838, 1165, 970, 1195]
- ad-body-text: "The Land Man of the North." DARGAVILLE. Telegrams—"Colmorewill." Letters—Colmore House, Dargaville.: [699, 195, 831, 218]
- ad-body-text: £1000 CASH, balance 5 years at 5½ per cent, 313 acres close to Mokoia; freehold, 3½ mile factory, post office and store; school ½ mile, good road; house of 5 rooms, cowshed, trapshed, etc. The land is subdivided into 12 sheep-proof paddocks, well watered; will carry 300 ewes, 20 young cattle, 40 sheep. Work this out — is there anything better offering. Write me if there isn't. Price £5 per acre.: [283, 247, 415, 329]
- ad-body-text: 11 Shorts' Buildings, Queen St. Auckland. 'Phone A2651.: [6, 671, 138, 686]
- classified-ad: [838, 53, 970, 89]
- ad-body-text: 126 ACRES freehold, 144 in grass, balance crops; carrying capacity 60 cows; country all level. 5-roomed house, 16-bail cowshed, 30 x 17 hayshed; 3 miles from Inglewood. Price £32 per acre, £1000 cash, balance at 6 per cent. 250 ACRES freehold, Huiroa district; 12 paddocks, no weeds; 6-roomed house; every convenience; carrying capacity 80 cows; 6-bail shed with machines; 46 head of young stock; absolutely a bargain. Price £70 per acre, terms.: [560, 563, 693, 653]
- ad-body-text: 180 ACRES freehold, land all been stumped and ploughed and laid down in best English grasses; little shelter bush; subdivided into 2 sections; containing 14 paddocks, all well fenced; clean farm; plenty of winter and spring feed; house of 6 rooms; three-cow plant milking machine. This is a good all-round dairy farm. Price £62 10s per acre, £1000 cash, balance in 5 years at 5½ per cent. Would consider exchange for good mortgage. 80 ACRES freehold, all stumped, one mile from railway station, factory, and post office; all been stumped and ploughed and laid down in best English grasses; good house of 8 rooms, hot and cold water, bathroom; four-cow plant milking machine and engine; practically clear of all weeds, plentiful supply of water and spring feed. A really excellent farm. Price £82 10s an acre, £700 cash, balance 7 years at 5¼ per cent., or exchange for good mortgage, any amount. This is one of the best farms in the district.: [976, 432, 1108, 618]
